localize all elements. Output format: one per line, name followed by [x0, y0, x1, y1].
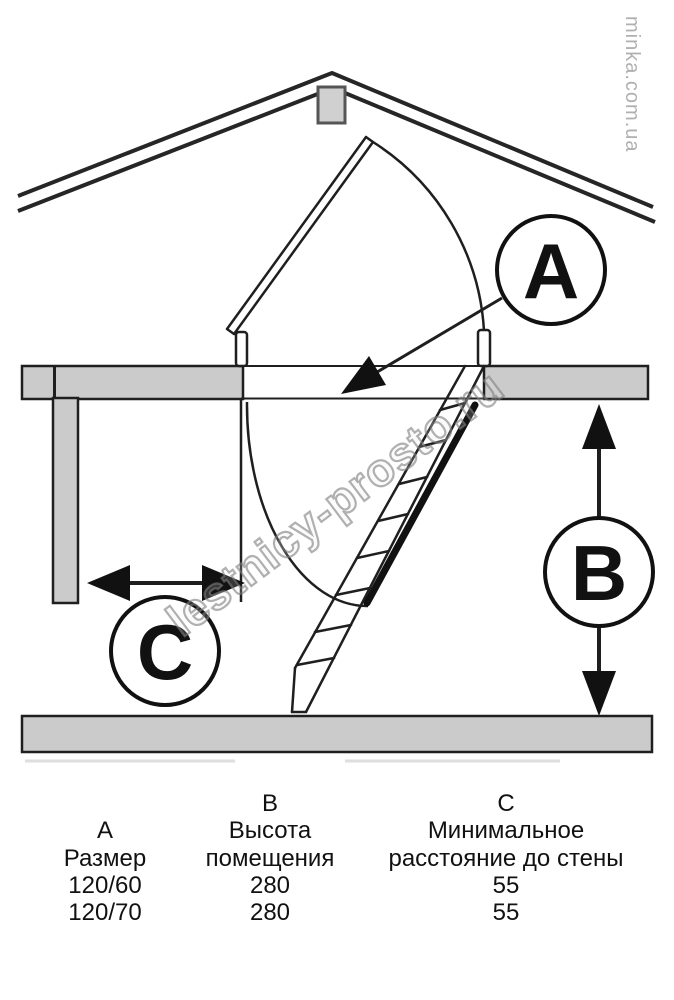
site-credit-minka: minka.com.ua: [621, 16, 643, 153]
callout-c-label: C: [136, 608, 194, 696]
open-hatch-door: [227, 137, 373, 334]
door-swing-arc: [373, 142, 484, 331]
callout-a-label: A: [522, 227, 580, 315]
hinge-post-left: [236, 332, 247, 366]
callout-c-circle: [111, 597, 219, 705]
folding-ladder: [292, 366, 484, 712]
table-cell: 280: [249, 872, 291, 899]
table-cell: Высота: [228, 817, 312, 844]
table-cell: 120/70: [68, 899, 142, 926]
hinge-post-right: [478, 330, 490, 366]
table-header-c: C: [497, 790, 515, 817]
table-cell: помещения: [205, 845, 335, 872]
table-cell: 55: [492, 899, 520, 926]
table-row: [0, 872, 674, 900]
door-panel-edge: [367, 405, 475, 603]
table-cell: расстояние до стены: [388, 845, 624, 872]
table-cell: Минимальное: [427, 817, 585, 844]
callout-b-label: B: [570, 529, 628, 617]
table-header-b: B: [261, 790, 278, 817]
watermark-lestnicy-prosto: lestnicy-prosto.ru: [157, 359, 513, 647]
table-header-a: A: [96, 817, 113, 844]
table-cell: 120/60: [68, 872, 142, 899]
table-cell: 55: [492, 872, 520, 899]
chimney: [318, 87, 345, 123]
table-row: [0, 899, 674, 927]
table-cell: 280: [249, 899, 291, 926]
ladder-swing-arc: [247, 402, 368, 606]
table-row: [0, 845, 674, 873]
callout-a-circle: [497, 216, 605, 324]
floor-slab: [22, 716, 652, 752]
ceiling-right-slab: [484, 366, 648, 399]
callout-b-circle: [545, 518, 653, 626]
table-row: [0, 790, 674, 818]
table-row: [0, 817, 674, 845]
table-cell: Размер: [63, 845, 147, 872]
interior-wall: [53, 398, 78, 603]
